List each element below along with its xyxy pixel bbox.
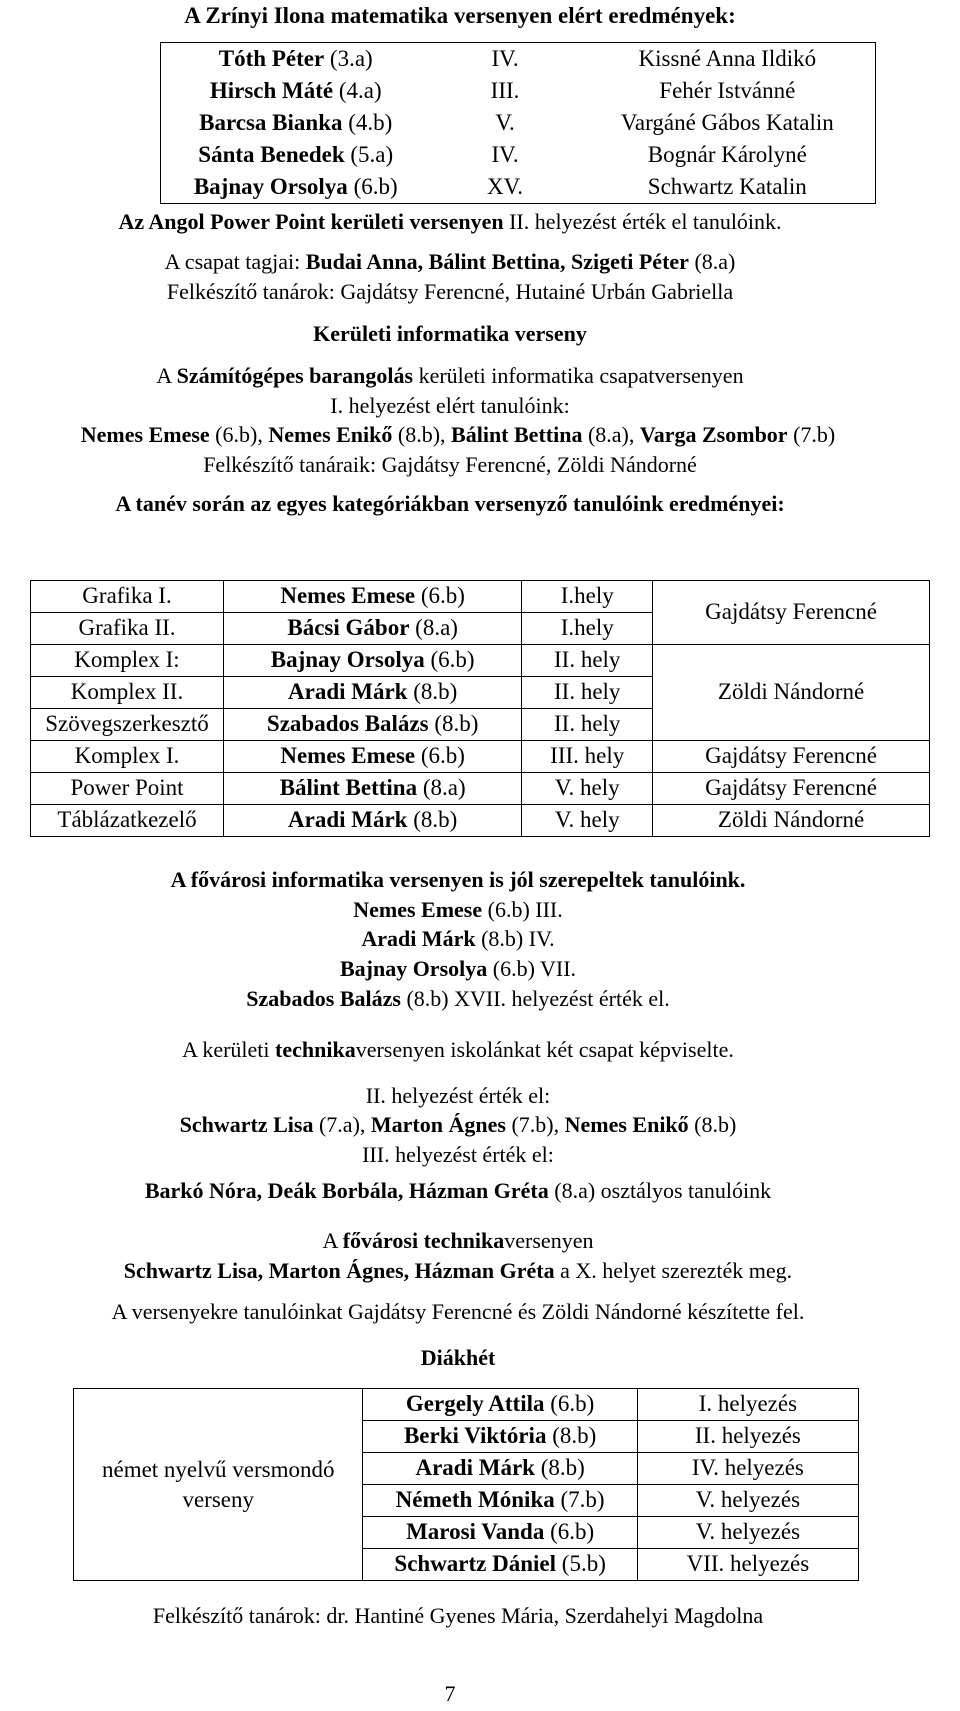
zrinyi-results-table: [160, 42, 876, 204]
diakhet-row: [74, 1389, 859, 1421]
student-result: (8.b) IV.: [475, 926, 555, 951]
student-class: (4.b): [342, 110, 393, 135]
diakhet-results-table: [73, 1388, 859, 1581]
ppt-result-text: II. helyezést érték el tanulóink.: [503, 209, 782, 234]
fovarosi-result: [0, 896, 938, 924]
student-name: Aradi Márk: [361, 926, 476, 951]
kerinfo-heading: Kerületi informatika verseny: [313, 321, 587, 346]
student-class: (8.a): [409, 615, 458, 641]
student-name: Tóth Péter: [218, 46, 325, 71]
student-class: (6.b): [544, 1519, 595, 1545]
category-student: [224, 741, 522, 773]
kerinfo-line2: I. helyezést elért tanulóink:: [330, 393, 570, 418]
tech-fov-pre: A: [322, 1228, 343, 1253]
student-result: (8.b) XVII. helyezést érték el.: [400, 986, 670, 1011]
student-name: Nemes Emese: [280, 743, 416, 769]
student-name: Nemes Emese: [280, 583, 416, 609]
kerinfo-student-name: Nemes Emese: [80, 422, 210, 447]
category-row: [31, 581, 930, 613]
categories-heading: A tanév során az egyes kategóriákban versenyző tanulóink eredményei:: [115, 491, 785, 516]
technika-student-name: Nemes Enikő: [564, 1112, 689, 1137]
category-student: [224, 677, 522, 709]
category-place: II. hely: [522, 645, 653, 677]
tech-fov-team-members: Schwartz Lisa, Marton Ágnes, Házman Gréta: [123, 1258, 555, 1283]
technika-second-team: [0, 1111, 938, 1139]
diakhet-place: II. helyezés: [637, 1421, 858, 1453]
zrinyi-row: [161, 75, 876, 107]
student-name: Marosi Vanda: [406, 1519, 545, 1545]
kerinfo-student-name: Bálint Bettina: [451, 422, 583, 447]
technika-preparation: A versenyekre tanulóinkat Gajdátsy Ferencné és Zöldi Nándorné készítette fel.: [111, 1299, 805, 1324]
diakhet-teachers: Felkészítő tanárok: dr. Hantiné Gyenes Mária, Szerdahelyi Magdolna: [152, 1603, 764, 1628]
category-student: [224, 773, 522, 805]
student-class: (8.b): [407, 679, 458, 705]
technika-line1: [0, 1036, 938, 1064]
ppt-team-class: (8.a): [688, 249, 736, 274]
technika-student-class: (7.b),: [505, 1112, 565, 1137]
fovarosi-result: [0, 955, 938, 983]
zrinyi-teacher: Schwartz Katalin: [647, 174, 807, 199]
category-row: [31, 773, 930, 805]
zrinyi-place: V.: [495, 110, 515, 135]
ppt-team-members: Budai Anna, Bálint Bettina, Szigeti Péter: [305, 249, 689, 274]
fovarosi-result: [0, 985, 938, 1013]
student-name: Németh Mónika: [395, 1487, 555, 1513]
student-name: Bácsi Gábor: [287, 615, 410, 641]
student-name: Bajnay Orsolya: [270, 647, 425, 673]
category-teacher: Zöldi Nándorné: [653, 805, 930, 837]
technika-third-label: III. helyezést érték el:: [362, 1142, 554, 1167]
zrinyi-row: [161, 171, 876, 204]
student-class: (3.a): [324, 46, 373, 71]
technika-pre: A kerületi: [182, 1037, 276, 1062]
diakhet-student: [363, 1453, 637, 1485]
student-class: (6.b): [415, 743, 465, 769]
student-name: Barcsa Bianka: [199, 110, 343, 135]
zrinyi-teacher: Fehér Istvánné: [659, 78, 796, 103]
zrinyi-place: IV.: [491, 142, 519, 167]
student-class: (8.b): [546, 1423, 597, 1449]
student-name: Sánta Benedek: [198, 142, 345, 167]
student-name: Szabados Balázs: [266, 711, 429, 737]
kerinfo-student-class: (7.b): [787, 422, 836, 447]
kerinfo-teachers: Felkészítő tanáraik: Gajdátsy Ferencné, Zöldi Nándorné: [203, 452, 697, 477]
category-teacher: Gajdátsy Ferencné: [653, 741, 930, 773]
student-name: Hirsch Máté: [209, 78, 334, 103]
student-name: Aradi Márk: [288, 807, 408, 833]
kerinfo-student-class: (6.b),: [209, 422, 269, 447]
category-teacher: Gajdátsy Ferencné: [653, 773, 930, 805]
category-place: I.hely: [522, 613, 653, 645]
zrinyi-student: [161, 75, 431, 107]
category-student: [224, 709, 522, 741]
category-student: [224, 805, 522, 837]
kerinfo-student-name: Nemes Enikő: [268, 422, 393, 447]
category-place: I.hely: [522, 581, 653, 613]
student-name: Aradi Márk: [415, 1455, 535, 1481]
student-result: (6.b) VII.: [487, 956, 577, 981]
student-class: (5.a): [344, 142, 394, 167]
zrinyi-row: [161, 43, 876, 76]
category-row: [31, 805, 930, 837]
student-class: (6.b): [424, 647, 475, 673]
category-name: Komplex II.: [31, 677, 224, 709]
diakhet-student: [363, 1485, 637, 1517]
kerinfo-student-class: (8.a),: [582, 422, 640, 447]
technika-student-class: (8.b): [688, 1112, 737, 1137]
fovarosi-heading: A fővárosi informatika versenyen is jól szerepeltek tanulóink.: [170, 867, 746, 892]
zrinyi-teacher: Vargáné Gábos Katalin: [620, 110, 834, 135]
category-student: [224, 581, 522, 613]
diakhet-student: [363, 1389, 637, 1421]
ppt-team-label: A csapat tagjai:: [164, 249, 306, 274]
category-student: [224, 645, 522, 677]
student-class: (6.b): [347, 174, 398, 199]
diakhet-student: [363, 1421, 637, 1453]
kerinfo-students: [0, 421, 938, 449]
technika-second-label: II. helyezést érték el:: [365, 1083, 551, 1108]
technika-student-class: (7.a),: [313, 1112, 371, 1137]
zrinyi-place: XV.: [487, 174, 524, 199]
student-name: Schwartz Dániel: [394, 1551, 557, 1577]
diakhet-place: V. helyezés: [637, 1517, 858, 1549]
diakhet-place: V. helyezés: [637, 1485, 858, 1517]
student-name: Gergely Attila: [405, 1391, 545, 1417]
category-place: II. hely: [522, 677, 653, 709]
student-name: Aradi Márk: [288, 679, 408, 705]
student-class: (8.a): [417, 775, 466, 801]
diakhet-student: [363, 1549, 637, 1581]
ppt-teachers: Felkészítő tanárok: Gajdátsy Ferencné, Hutainé Urbán Gabriella: [166, 279, 734, 304]
diakhet-competition: német nyelvű versmondó verseny: [74, 1389, 363, 1581]
zrinyi-student: [161, 43, 431, 76]
kerinfo-student-name: Varga Zsombor: [639, 422, 788, 447]
category-place: III. hely: [522, 741, 653, 773]
category-name: Grafika I.: [31, 581, 224, 613]
student-name: Szabados Balázs: [246, 986, 401, 1011]
technika-fovarosi-team: [0, 1257, 938, 1285]
category-place: II. hely: [522, 709, 653, 741]
student-name: Bajnay Orsolya: [193, 174, 348, 199]
technika-fovarosi-line: [0, 1227, 938, 1255]
student-class: (8.b): [534, 1455, 585, 1481]
tech-fov-bold2: technika: [423, 1228, 505, 1253]
student-class: (4.a): [333, 78, 382, 103]
kerinfo-line1: [0, 362, 930, 390]
diakhet-heading: Diákhét: [420, 1345, 496, 1370]
kerinfo-pre: A: [156, 363, 177, 388]
category-student: [224, 613, 522, 645]
zrinyi-student: [161, 171, 431, 204]
student-result: (6.b) III.: [482, 897, 563, 922]
student-name: Nemes Emese: [353, 897, 483, 922]
category-name: Komplex I:: [31, 645, 224, 677]
fovarosi-result: [0, 925, 938, 953]
student-class: (8.b): [428, 711, 479, 737]
category-row: [31, 741, 930, 773]
category-teacher: Gajdátsy Ferencné: [653, 581, 930, 645]
technika-word: technika: [275, 1037, 356, 1062]
technika-third-members: Barkó Nóra, Deák Borbála, Házman Gréta: [144, 1178, 549, 1203]
categories-results-table: [30, 580, 930, 837]
student-class: (5.b): [556, 1551, 606, 1577]
ppt-competition-name: Az Angol Power Point kerületi versenyen: [118, 209, 504, 234]
technika-third-rest: (8.a) osztályos tanulóink: [548, 1178, 772, 1203]
student-class: (6.b): [544, 1391, 595, 1417]
kerinfo-post: kerületi informatika csapatversenyen: [413, 363, 744, 388]
diakhet-place: IV. helyezés: [637, 1453, 858, 1485]
zrinyi-teacher: Kissné Anna Ildikó: [638, 46, 817, 71]
category-name: Grafika II.: [31, 613, 224, 645]
student-name: Berki Viktória: [403, 1423, 547, 1449]
technika-post: versenyen iskolánkat két csapat képviselte.: [355, 1037, 734, 1062]
zrinyi-row: [161, 107, 876, 139]
tech-fov-team-rest: a X. helyet szerezték meg.: [554, 1258, 793, 1283]
zrinyi-teacher: Bognár Károlyné: [647, 142, 807, 167]
technika-student-name: Marton Ágnes: [370, 1112, 506, 1137]
student-name: Bajnay Orsolya: [339, 956, 488, 981]
ppt-result-line: [0, 208, 930, 236]
category-name: Power Point: [31, 773, 224, 805]
student-class: (8.b): [407, 807, 458, 833]
kerinfo-student-class: (8.b),: [392, 422, 452, 447]
diakhet-student: [363, 1517, 637, 1549]
category-name: Komplex I.: [31, 741, 224, 773]
technika-student-name: Schwartz Lisa: [179, 1112, 314, 1137]
page-number: 7: [444, 1681, 456, 1706]
tech-fov-post: versenyen: [504, 1228, 594, 1253]
student-class: (7.b): [554, 1487, 605, 1513]
zrinyi-row: [161, 139, 876, 171]
tech-fov-bold1: fővárosi: [342, 1228, 419, 1253]
diakhet-place: I. helyezés: [637, 1389, 858, 1421]
category-teacher: Zöldi Nándorné: [653, 645, 930, 741]
diakhet-place: VII. helyezés: [637, 1549, 858, 1581]
student-class: (6.b): [415, 583, 465, 609]
category-place: V. hely: [522, 805, 653, 837]
category-name: Szövegszerkesztő: [31, 709, 224, 741]
category-place: V. hely: [522, 773, 653, 805]
zrinyi-place: IV.: [491, 46, 519, 71]
zrinyi-title: A Zrínyi Ilona matematika versenyen elért eredmények:: [184, 3, 736, 28]
zrinyi-student: [161, 139, 431, 171]
technika-third-team: [0, 1177, 938, 1205]
category-name: Táblázatkezelő: [31, 805, 224, 837]
ppt-team-line: [0, 248, 930, 276]
kerinfo-competition-name: Számítógépes barangolás: [176, 363, 414, 388]
category-row: [31, 645, 930, 677]
zrinyi-student: [161, 107, 431, 139]
zrinyi-place: III.: [490, 78, 520, 103]
student-name: Bálint Bettina: [279, 775, 418, 801]
